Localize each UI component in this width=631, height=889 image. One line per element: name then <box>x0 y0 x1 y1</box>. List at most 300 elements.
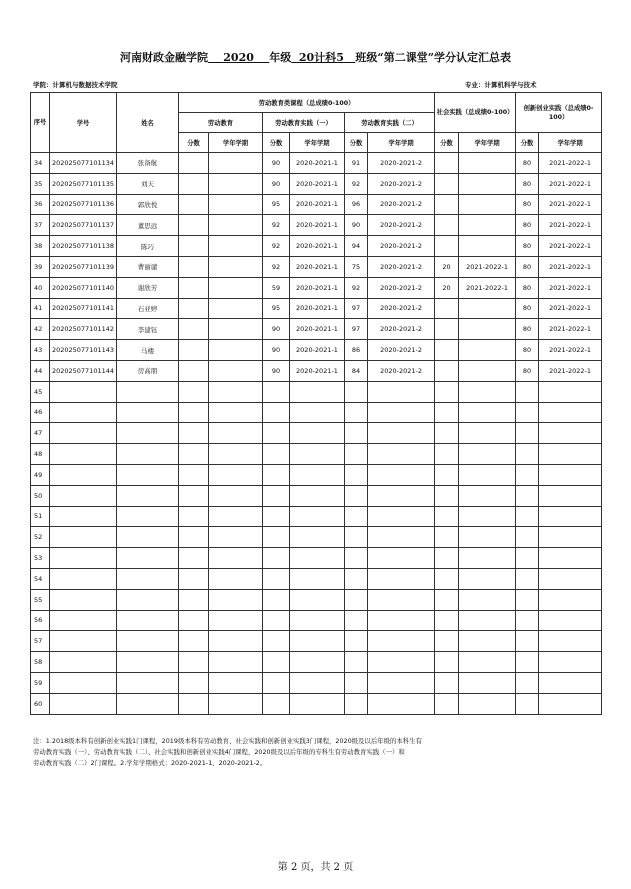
table-body <box>31 153 602 715</box>
table-row <box>31 236 602 257</box>
row-social-score <box>435 215 459 236</box>
row-name <box>117 464 179 485</box>
row-practice-2-term <box>368 672 435 693</box>
row-social-score <box>435 153 459 174</box>
row-practice-1-term <box>290 381 345 402</box>
row-name: 董思远 <box>117 215 179 236</box>
row-innovation-score <box>516 381 539 402</box>
row-practice-2-term: 2020-2021-2 <box>368 277 435 298</box>
row-innovation-term <box>539 631 602 652</box>
row-name: 谢欣芳 <box>117 277 179 298</box>
row-practice-1-term <box>290 423 345 444</box>
table-row <box>31 568 602 589</box>
row-seq: 54 <box>31 568 50 589</box>
row-seq: 35 <box>31 173 50 194</box>
row-practice-2-score <box>345 506 368 527</box>
row-name <box>117 444 179 465</box>
row-practice-2-term: 2020-2021-2 <box>368 340 435 361</box>
row-social-score <box>435 568 459 589</box>
table-row <box>31 319 602 340</box>
row-practice-1-term: 2020-2021-1 <box>290 298 345 319</box>
row-social-score <box>435 610 459 631</box>
row-student-id <box>50 589 117 610</box>
table-row <box>31 277 602 298</box>
row-social-term: 2021-2022-1 <box>459 256 516 277</box>
row-labor-edu-score <box>179 693 209 714</box>
row-practice-2-score <box>345 548 368 569</box>
row-practice-1-score <box>263 506 290 527</box>
row-practice-2-term: 2020-2021-2 <box>368 360 435 381</box>
row-innovation-score <box>516 506 539 527</box>
row-social-term <box>459 485 516 506</box>
row-practice-2-term <box>368 527 435 548</box>
row-seq: 46 <box>31 402 50 423</box>
row-practice-1-score: 95 <box>263 194 290 215</box>
row-practice-1-term <box>290 548 345 569</box>
row-innovation-term <box>539 568 602 589</box>
row-labor-edu-score <box>179 277 209 298</box>
row-innovation-score <box>516 402 539 423</box>
row-labor-edu-score <box>179 423 209 444</box>
row-seq: 53 <box>31 548 50 569</box>
row-labor-edu-term <box>209 527 263 548</box>
header-term: 学年学期 <box>368 133 435 153</box>
row-practice-2-score <box>345 402 368 423</box>
table-row <box>31 652 602 673</box>
row-seq: 55 <box>31 589 50 610</box>
row-practice-1-score <box>263 381 290 402</box>
row-social-term <box>459 319 516 340</box>
row-practice-2-term: 2020-2021-2 <box>368 298 435 319</box>
row-innovation-term: 2021-2022-1 <box>539 298 602 319</box>
row-social-score <box>435 631 459 652</box>
row-practice-2-term <box>368 464 435 485</box>
row-labor-edu-term <box>209 506 263 527</box>
row-name <box>117 610 179 631</box>
table-row <box>31 589 602 610</box>
row-innovation-score <box>516 464 539 485</box>
row-seq: 50 <box>31 485 50 506</box>
row-student-id: 202025077101138 <box>50 236 117 257</box>
row-social-score <box>435 340 459 361</box>
table-row <box>31 548 602 569</box>
row-seq: 47 <box>31 423 50 444</box>
row-social-score <box>435 527 459 548</box>
row-labor-edu-score <box>179 548 209 569</box>
title-school: 河南财政金融学院 <box>119 51 208 64</box>
row-practice-2-score: 97 <box>345 298 368 319</box>
row-innovation-score <box>516 672 539 693</box>
row-innovation-score <box>516 589 539 610</box>
row-labor-edu-score <box>179 381 209 402</box>
row-student-id: 202025077101143 <box>50 340 117 361</box>
row-labor-edu-term <box>209 153 263 174</box>
row-name: 陈巧 <box>117 236 179 257</box>
row-practice-1-score: 90 <box>263 173 290 194</box>
row-innovation-term: 2021-2022-1 <box>539 256 602 277</box>
row-labor-edu-score <box>179 256 209 277</box>
row-social-term <box>459 589 516 610</box>
row-practice-1-term: 2020-2021-1 <box>290 277 345 298</box>
row-labor-edu-term <box>209 548 263 569</box>
header-labor-practice-1: 劳动教育实践（一） <box>263 113 345 133</box>
row-practice-2-score <box>345 610 368 631</box>
row-name: 马楼 <box>117 340 179 361</box>
row-innovation-term <box>539 589 602 610</box>
table-row <box>31 485 602 506</box>
row-seq: 40 <box>31 277 50 298</box>
header-score: 分数 <box>435 133 459 153</box>
row-practice-1-term <box>290 631 345 652</box>
page-number: 第 2 页，共 2 页 <box>277 862 354 873</box>
table-row <box>31 153 602 174</box>
row-social-score <box>435 589 459 610</box>
row-name: 刘天 <box>117 173 179 194</box>
row-social-score <box>435 672 459 693</box>
row-innovation-term: 2021-2022-1 <box>539 360 602 381</box>
row-social-term <box>459 631 516 652</box>
header-labor-edu: 劳动教育 <box>179 113 263 133</box>
row-student-id <box>50 610 117 631</box>
row-labor-edu-term <box>209 215 263 236</box>
row-name: 李建钰 <box>117 319 179 340</box>
row-labor-edu-term <box>209 319 263 340</box>
row-name <box>117 548 179 569</box>
table-row <box>31 381 602 402</box>
row-innovation-term <box>539 610 602 631</box>
row-practice-1-score: 90 <box>263 153 290 174</box>
row-social-term <box>459 693 516 714</box>
row-labor-edu-score <box>179 485 209 506</box>
row-practice-2-term <box>368 548 435 569</box>
header-labor-group: 劳动教育类课程（总成绩0-100） <box>179 93 435 113</box>
table-row <box>31 444 602 465</box>
row-practice-2-term: 2020-2021-2 <box>368 173 435 194</box>
row-labor-edu-term <box>209 173 263 194</box>
row-innovation-score: 80 <box>516 319 539 340</box>
row-social-score <box>435 173 459 194</box>
row-social-term <box>459 444 516 465</box>
table-row <box>31 402 602 423</box>
table-row <box>31 194 602 215</box>
row-practice-1-term: 2020-2021-1 <box>290 215 345 236</box>
row-practice-2-term <box>368 423 435 444</box>
row-seq: 39 <box>31 256 50 277</box>
row-practice-2-term <box>368 402 435 423</box>
row-social-term <box>459 215 516 236</box>
row-innovation-score: 80 <box>516 236 539 257</box>
footnote-line: 劳动教育实践（一）、劳动教育实践（二）、社会实践和创新创业实践4门课程，2020级及以后年级的专科生有劳动教育实践（一）和 <box>33 748 405 756</box>
row-practice-2-score <box>345 444 368 465</box>
table-row <box>31 610 602 631</box>
row-innovation-term: 2021-2022-1 <box>539 173 602 194</box>
row-practice-2-term <box>368 568 435 589</box>
header-term: 学年学期 <box>290 133 345 153</box>
row-student-id: 202025077101142 <box>50 319 117 340</box>
row-practice-1-score: 90 <box>263 319 290 340</box>
row-labor-edu-term <box>209 340 263 361</box>
row-practice-2-term <box>368 631 435 652</box>
row-practice-1-score <box>263 464 290 485</box>
row-practice-1-score <box>263 423 290 444</box>
row-social-score <box>435 485 459 506</box>
header-social: 社会实践（总成绩0-100） <box>435 93 516 133</box>
row-practice-1-score <box>263 548 290 569</box>
row-labor-edu-score <box>179 631 209 652</box>
row-innovation-term <box>539 693 602 714</box>
row-labor-edu-term <box>209 277 263 298</box>
row-name <box>117 652 179 673</box>
row-practice-2-term <box>368 610 435 631</box>
header-seq: 序号 <box>31 93 50 153</box>
row-labor-edu-score <box>179 652 209 673</box>
row-labor-edu-score <box>179 236 209 257</box>
row-social-score <box>435 444 459 465</box>
page-title <box>0 49 631 65</box>
row-seq: 56 <box>31 610 50 631</box>
row-labor-edu-term <box>209 381 263 402</box>
row-practice-2-term <box>368 693 435 714</box>
row-social-term <box>459 173 516 194</box>
row-practice-2-term: 2020-2021-2 <box>368 153 435 174</box>
table-row <box>31 464 602 485</box>
row-labor-edu-score <box>179 194 209 215</box>
row-labor-edu-score <box>179 340 209 361</box>
row-name: 曹丽谴 <box>117 256 179 277</box>
row-labor-edu-term <box>209 402 263 423</box>
row-seq: 44 <box>31 360 50 381</box>
row-social-score <box>435 194 459 215</box>
row-innovation-term <box>539 485 602 506</box>
row-labor-edu-score <box>179 527 209 548</box>
row-innovation-score <box>516 610 539 631</box>
row-student-id <box>50 381 117 402</box>
row-practice-1-term: 2020-2021-1 <box>290 153 345 174</box>
row-practice-1-term <box>290 444 345 465</box>
row-innovation-term: 2021-2022-1 <box>539 277 602 298</box>
row-innovation-term <box>539 548 602 569</box>
row-labor-edu-score <box>179 610 209 631</box>
row-innovation-score <box>516 693 539 714</box>
title-class-suffix: 班级“第二课堂”学分认定汇总表 <box>355 51 512 64</box>
row-practice-1-score <box>263 589 290 610</box>
row-innovation-term: 2021-2022-1 <box>539 340 602 361</box>
header-term: 学年学期 <box>209 133 263 153</box>
row-practice-1-term: 2020-2021-1 <box>290 360 345 381</box>
row-labor-edu-term <box>209 194 263 215</box>
row-labor-edu-score <box>179 173 209 194</box>
row-practice-1-term: 2020-2021-1 <box>290 173 345 194</box>
row-practice-1-term <box>290 527 345 548</box>
row-name: 石亚婷 <box>117 298 179 319</box>
table-row <box>31 215 602 236</box>
row-practice-1-term <box>290 610 345 631</box>
row-innovation-term: 2021-2022-1 <box>539 194 602 215</box>
row-practice-1-score: 92 <box>263 236 290 257</box>
row-innovation-term <box>539 423 602 444</box>
row-labor-edu-term <box>209 631 263 652</box>
row-name: 张备航 <box>117 153 179 174</box>
header-score: 分数 <box>345 133 368 153</box>
row-seq: 58 <box>31 652 50 673</box>
college-label: 学院：计算机与数据技术学院 <box>33 81 118 89</box>
row-practice-1-score: 59 <box>263 277 290 298</box>
row-labor-edu-term <box>209 485 263 506</box>
header-labor-practice-2: 劳动教育实践（二） <box>345 113 435 133</box>
row-seq: 57 <box>31 631 50 652</box>
row-practice-2-score: 94 <box>345 236 368 257</box>
row-social-score <box>435 402 459 423</box>
row-labor-edu-term <box>209 298 263 319</box>
row-practice-1-term: 2020-2021-1 <box>290 194 345 215</box>
row-student-id: 202025077101140 <box>50 277 117 298</box>
row-innovation-score: 80 <box>516 256 539 277</box>
row-practice-1-score <box>263 444 290 465</box>
row-labor-edu-score <box>179 319 209 340</box>
row-social-score <box>435 298 459 319</box>
row-student-id: 202025077101137 <box>50 215 117 236</box>
row-social-score <box>435 360 459 381</box>
row-practice-1-score <box>263 672 290 693</box>
row-practice-2-term <box>368 589 435 610</box>
row-practice-2-term <box>368 485 435 506</box>
row-seq: 48 <box>31 444 50 465</box>
row-practice-1-term <box>290 506 345 527</box>
row-social-score <box>435 548 459 569</box>
row-name <box>117 693 179 714</box>
row-innovation-score <box>516 485 539 506</box>
row-practice-1-score <box>263 527 290 548</box>
row-labor-edu-score <box>179 215 209 236</box>
row-social-term <box>459 340 516 361</box>
row-practice-1-score: 90 <box>263 360 290 381</box>
row-labor-edu-score <box>179 568 209 589</box>
header-score: 分数 <box>179 133 209 153</box>
row-labor-edu-score <box>179 402 209 423</box>
row-labor-edu-term <box>209 360 263 381</box>
row-practice-1-term <box>290 652 345 673</box>
row-social-term: 2021-2022-1 <box>459 277 516 298</box>
row-social-score <box>435 381 459 402</box>
row-seq: 38 <box>31 236 50 257</box>
row-social-score <box>435 423 459 444</box>
title-year: 2020 <box>223 51 254 64</box>
row-innovation-term: 2021-2022-1 <box>539 215 602 236</box>
header-score: 分数 <box>263 133 290 153</box>
row-name <box>117 381 179 402</box>
row-student-id <box>50 485 117 506</box>
row-practice-2-score <box>345 464 368 485</box>
row-innovation-term <box>539 652 602 673</box>
row-student-id: 202025077101134 <box>50 153 117 174</box>
row-seq: 36 <box>31 194 50 215</box>
row-practice-2-term: 2020-2021-2 <box>368 319 435 340</box>
row-labor-edu-score <box>179 589 209 610</box>
row-innovation-term <box>539 444 602 465</box>
row-practice-1-term: 2020-2021-1 <box>290 319 345 340</box>
row-labor-edu-term <box>209 464 263 485</box>
row-social-term <box>459 381 516 402</box>
footnote <box>33 736 593 769</box>
row-name <box>117 527 179 548</box>
row-social-term <box>459 360 516 381</box>
row-practice-1-term: 2020-2021-1 <box>290 340 345 361</box>
row-practice-1-score: 92 <box>263 256 290 277</box>
row-student-id <box>50 548 117 569</box>
row-practice-2-score <box>345 672 368 693</box>
row-practice-2-term: 2020-2021-2 <box>368 215 435 236</box>
table-row <box>31 340 602 361</box>
row-student-id <box>50 506 117 527</box>
row-name <box>117 423 179 444</box>
row-name: 房高朋 <box>117 360 179 381</box>
row-practice-2-score <box>345 527 368 548</box>
row-social-term <box>459 236 516 257</box>
row-seq: 59 <box>31 672 50 693</box>
row-practice-1-term <box>290 402 345 423</box>
row-social-term <box>459 298 516 319</box>
title-class: 20计科5 <box>298 51 344 64</box>
row-practice-2-score: 92 <box>345 173 368 194</box>
row-name <box>117 589 179 610</box>
row-seq: 37 <box>31 215 50 236</box>
row-practice-2-score: 97 <box>345 319 368 340</box>
table-row <box>31 693 602 714</box>
row-innovation-score: 80 <box>516 360 539 381</box>
row-innovation-score <box>516 527 539 548</box>
title-year-suffix: 年级 <box>269 51 292 64</box>
row-practice-2-term <box>368 652 435 673</box>
row-practice-2-score <box>345 631 368 652</box>
row-seq: 43 <box>31 340 50 361</box>
table-row <box>31 256 602 277</box>
row-practice-2-term <box>368 506 435 527</box>
row-social-term <box>459 423 516 444</box>
row-seq: 42 <box>31 319 50 340</box>
row-labor-edu-term <box>209 423 263 444</box>
row-student-id <box>50 402 117 423</box>
row-practice-2-score: 90 <box>345 215 368 236</box>
table-row <box>31 631 602 652</box>
row-practice-1-score: 90 <box>263 340 290 361</box>
table-row <box>31 298 602 319</box>
row-innovation-score <box>516 444 539 465</box>
row-labor-edu-score <box>179 464 209 485</box>
row-innovation-term: 2021-2022-1 <box>539 236 602 257</box>
table-row <box>31 423 602 444</box>
row-practice-1-score <box>263 485 290 506</box>
row-student-id: 202025077101141 <box>50 298 117 319</box>
row-social-term <box>459 402 516 423</box>
row-practice-1-term <box>290 568 345 589</box>
row-social-score: 20 <box>435 256 459 277</box>
row-innovation-score <box>516 652 539 673</box>
row-practice-2-score <box>345 423 368 444</box>
row-innovation-term <box>539 381 602 402</box>
row-student-id: 202025077101139 <box>50 256 117 277</box>
row-practice-2-score <box>345 485 368 506</box>
row-social-score: 20 <box>435 277 459 298</box>
table-row <box>31 672 602 693</box>
row-innovation-score: 80 <box>516 173 539 194</box>
row-seq: 52 <box>31 527 50 548</box>
table-row <box>31 173 602 194</box>
row-student-id <box>50 631 117 652</box>
row-innovation-term <box>539 464 602 485</box>
row-innovation-term <box>539 402 602 423</box>
table-row <box>31 360 602 381</box>
row-practice-1-score <box>263 568 290 589</box>
